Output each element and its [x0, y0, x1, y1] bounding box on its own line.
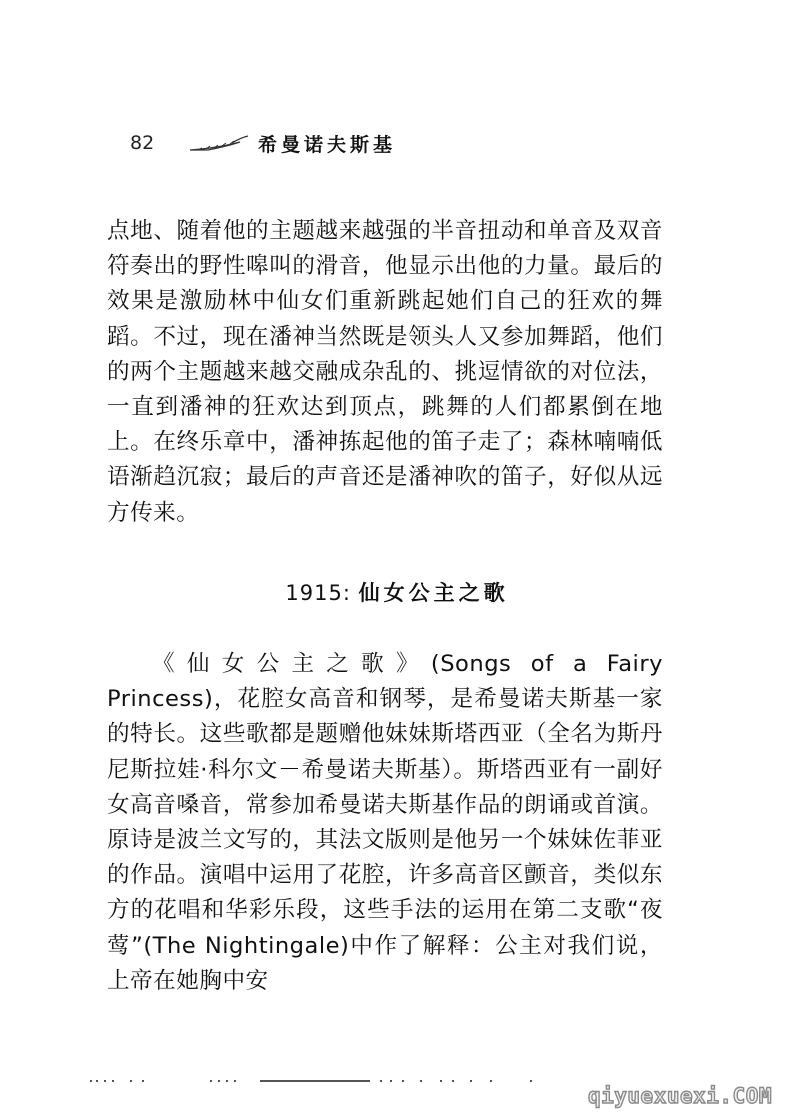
page-header [130, 128, 550, 160]
body-paragraph-2: 《仙女公主之歌》(Songs of a Fairy Princess)，花腔女高音和钢琴，是希曼诺夫斯基一家的特长。这些歌都是题赠他妹妹斯塔西亚（全名为斯丹尼斯拉娃·科尔文－希曼诺夫斯基）。斯塔西亚有一副好女高音嗓音，常参加希曼诺夫斯基作品的朗诵或首演。原诗是波兰文写的，其法文版则是他另一个妹妹佐菲亚的作品。演唱中运用了花腔，许多高音区颤音，类似东方的花唱和华彩乐段，这些手法的运用在第二支歌“夜莺”(The Nightingale)中作了解释：公主对我们说，上帝在她胸中安 [107, 651, 663, 994]
running-title: 希曼诺夫斯基 [258, 134, 397, 156]
site-watermark: qiyuexuexi.COM [587, 1084, 772, 1108]
section-heading [0, 577, 794, 607]
scan-noise-divider [90, 1076, 550, 1086]
section-title: 仙女公主之歌 [358, 581, 509, 605]
body-paragraph-1: 点地、随着他的主题越来越强的半音扭动和单音及双音符奏出的野性嗥叫的滑音，他显示出他的力量。最后的效果是激励林中仙女们重新跳起她们自己的狂欢的舞蹈。不过，现在潘神当然既是领头人又参加舞蹈，他们的两个主题越来越交融成杂乱的、挑逗情欲的对位法，一直到潘神的狂欢达到顶点，跳舞的人们都累倒在地上。在终乐章中，潘神拣起他的笛子走了；森林喃喃低语渐趋沉寂；最后的声音还是潘神吹的笛子，好似从远方传来。 [107, 218, 663, 526]
section-year: 1915: [285, 581, 351, 605]
page-number: 82 [130, 132, 155, 154]
